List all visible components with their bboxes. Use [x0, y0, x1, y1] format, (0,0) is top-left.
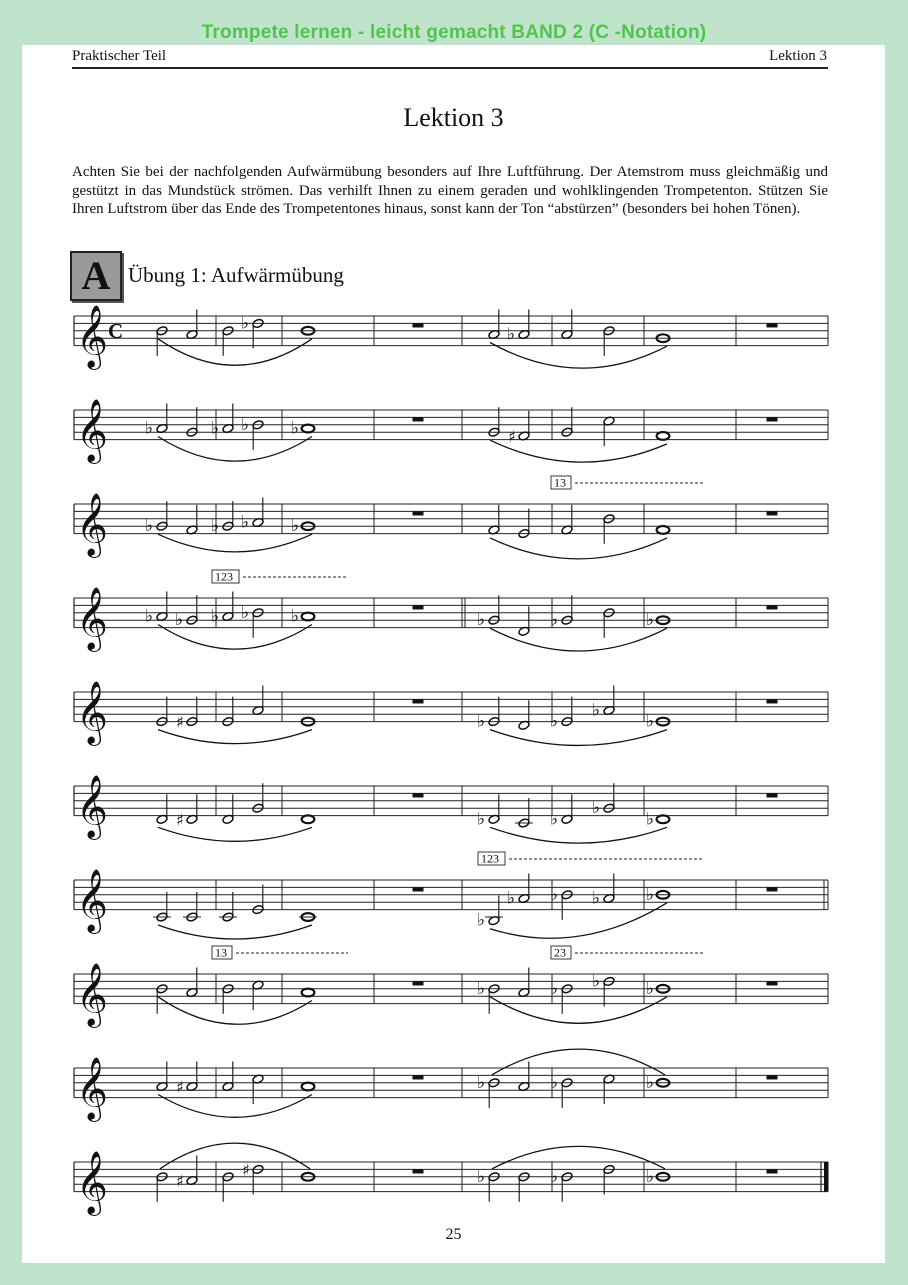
flat-accidental: ♭: [211, 606, 220, 627]
slur: [490, 730, 667, 746]
slur: [490, 903, 667, 938]
flat-accidental: ♭: [145, 516, 154, 537]
sharp-accidental: ♯: [176, 810, 184, 830]
flat-accidental: ♭: [241, 602, 250, 623]
flat-accidental: ♭: [550, 809, 559, 830]
flat-accidental: ♭: [291, 606, 300, 627]
slur: [490, 343, 667, 369]
staff-system: [74, 476, 828, 559]
whole-rest: [767, 417, 778, 421]
flat-accidental: ♭: [145, 418, 154, 439]
flat-accidental: ♭: [477, 978, 486, 999]
flat-accidental: ♭: [477, 1072, 486, 1093]
sharp-accidental: ♯: [242, 1160, 250, 1180]
fingering-label: 23: [554, 945, 566, 960]
whole-rest: [767, 793, 778, 797]
slur: [490, 440, 667, 462]
whole-rest: [413, 417, 424, 421]
flat-accidental: ♭: [291, 418, 300, 439]
flat-accidental: ♭: [646, 711, 655, 732]
exercise-badge: A: [70, 251, 122, 301]
flat-accidental: ♭: [646, 610, 655, 631]
treble-clef: 𝄞: [76, 586, 108, 650]
sharp-accidental: ♯: [176, 1171, 184, 1191]
intro-paragraph: Achten Sie bei der nachfolgenden Aufwärmübung besonders auf Ihre Luftführung. Der Atemstrom muss gleichmäßig und gestützt in das Mundstück strömen. Das verhilft Ihnen zu einem geraden und wohlklingenden Trompetenton. Stützen Sie Ihren Luftstrom über das Ende des Trompetentones hinaus, sonst kann der Ton “abstürzen” (besonders bei hohen Tönen).: [72, 164, 828, 217]
whole-rest: [767, 323, 778, 327]
staff-system: [74, 852, 828, 940]
whole-rest: [413, 793, 424, 797]
page-number: 25: [445, 1226, 462, 1243]
staff-system: [74, 305, 828, 371]
flat-accidental: ♭: [646, 1072, 655, 1093]
whole-note: [657, 526, 670, 534]
treble-clef: 𝄞: [76, 680, 108, 744]
treble-clef: 𝄞: [76, 304, 108, 368]
flat-accidental: ♭: [477, 610, 486, 631]
flat-accidental: ♭: [550, 978, 559, 999]
staff-system: [74, 1049, 828, 1122]
flat-accidental: ♭: [477, 910, 486, 931]
whole-rest: [413, 605, 424, 609]
flat-accidental: ♭: [646, 1166, 655, 1187]
slur: [490, 827, 667, 843]
lesson-title: Lektion 3: [403, 103, 504, 132]
slur: [492, 1146, 665, 1168]
treble-clef: 𝄞: [76, 1056, 108, 1120]
flat-accidental: ♭: [646, 884, 655, 905]
slur: [490, 538, 667, 559]
flat-accidental: ♭: [211, 516, 220, 537]
staff-system: [74, 570, 828, 653]
slur: [158, 997, 312, 1024]
whole-rest: [413, 887, 424, 891]
slur: [158, 730, 312, 744]
flat-accidental: ♭: [592, 888, 601, 909]
slur: [158, 339, 312, 366]
flat-accidental: ♭: [550, 610, 559, 631]
treble-clef: 𝄞: [76, 398, 108, 462]
whole-rest: [767, 1075, 778, 1079]
slur: [160, 1143, 310, 1169]
flat-accidental: ♭: [241, 512, 250, 533]
slur: [158, 437, 312, 462]
whole-note: [302, 425, 315, 433]
music-score: [22, 45, 885, 1225]
staff-system: [74, 399, 828, 465]
flat-accidental: ♭: [646, 809, 655, 830]
flat-accidental: ♭: [145, 606, 154, 627]
whole-note: [302, 815, 315, 823]
slur: [158, 925, 312, 939]
flat-accidental: ♭: [592, 971, 601, 992]
running-header-right: Lektion 3: [769, 48, 827, 64]
staff-system: [74, 1143, 829, 1216]
staff-system: [74, 946, 828, 1029]
flat-accidental: ♭: [592, 798, 601, 819]
whole-note: [302, 989, 315, 997]
fingering-label: 123: [481, 851, 499, 866]
flat-accidental: ♭: [241, 414, 250, 435]
whole-rest: [413, 981, 424, 985]
flat-accidental: ♭: [550, 1072, 559, 1093]
whole-note: [657, 432, 670, 440]
whole-rest: [413, 511, 424, 515]
flat-accidental: ♭: [291, 516, 300, 537]
flat-accidental: ♭: [477, 1166, 486, 1187]
final-barline-thick: [824, 1162, 829, 1192]
flat-accidental: ♭: [507, 888, 516, 909]
whole-rest: [413, 1169, 424, 1173]
whole-rest: [767, 605, 778, 609]
slur: [490, 997, 667, 1024]
time-signature: C: [108, 318, 124, 343]
sheet-music-page: [22, 45, 885, 1263]
fingering-label: 13: [554, 475, 566, 490]
running-header-left: Praktischer Teil: [72, 48, 167, 64]
flat-accidental: ♭: [550, 884, 559, 905]
flat-accidental: ♭: [550, 1166, 559, 1187]
slur: [492, 1049, 665, 1075]
whole-rest: [767, 887, 778, 891]
whole-rest: [413, 323, 424, 327]
slur: [158, 534, 312, 552]
flat-accidental: ♭: [646, 978, 655, 999]
exercise-title: Übung 1: Aufwärmübung: [128, 263, 344, 287]
sharp-accidental: ♯: [176, 1077, 184, 1097]
treble-clef: 𝄞: [76, 774, 108, 838]
staff-system: [74, 681, 828, 747]
slur: [490, 628, 667, 651]
book-title: Trompete lernen - leicht gemacht BAND 2 (C -Notation): [201, 22, 707, 43]
fingering-label: 13: [215, 945, 227, 960]
whole-note: [302, 613, 315, 621]
sharp-accidental: ♯: [176, 712, 184, 732]
whole-note: [657, 815, 670, 823]
treble-clef: 𝄞: [76, 868, 108, 932]
whole-rest: [767, 699, 778, 703]
whole-rest: [767, 1169, 778, 1173]
flat-accidental: ♭: [241, 313, 250, 334]
flat-accidental: ♭: [507, 324, 516, 345]
whole-note: [302, 1083, 315, 1091]
whole-rest: [767, 511, 778, 515]
whole-rest: [413, 699, 424, 703]
flat-accidental: ♭: [175, 610, 184, 631]
sharp-accidental: ♯: [508, 426, 516, 446]
treble-clef: 𝄞: [76, 1150, 108, 1214]
flat-accidental: ♭: [592, 700, 601, 721]
slur: [158, 827, 312, 841]
flat-accidental: ♭: [477, 711, 486, 732]
flat-accidental: ♭: [477, 809, 486, 830]
treble-clef: 𝄞: [76, 962, 108, 1026]
flat-accidental: ♭: [211, 418, 220, 439]
staff-system: [74, 775, 828, 844]
fingering-label: 123: [215, 569, 233, 584]
whole-rest: [767, 981, 778, 985]
flat-accidental: ♭: [550, 711, 559, 732]
whole-rest: [413, 1075, 424, 1079]
treble-clef: 𝄞: [76, 492, 108, 556]
